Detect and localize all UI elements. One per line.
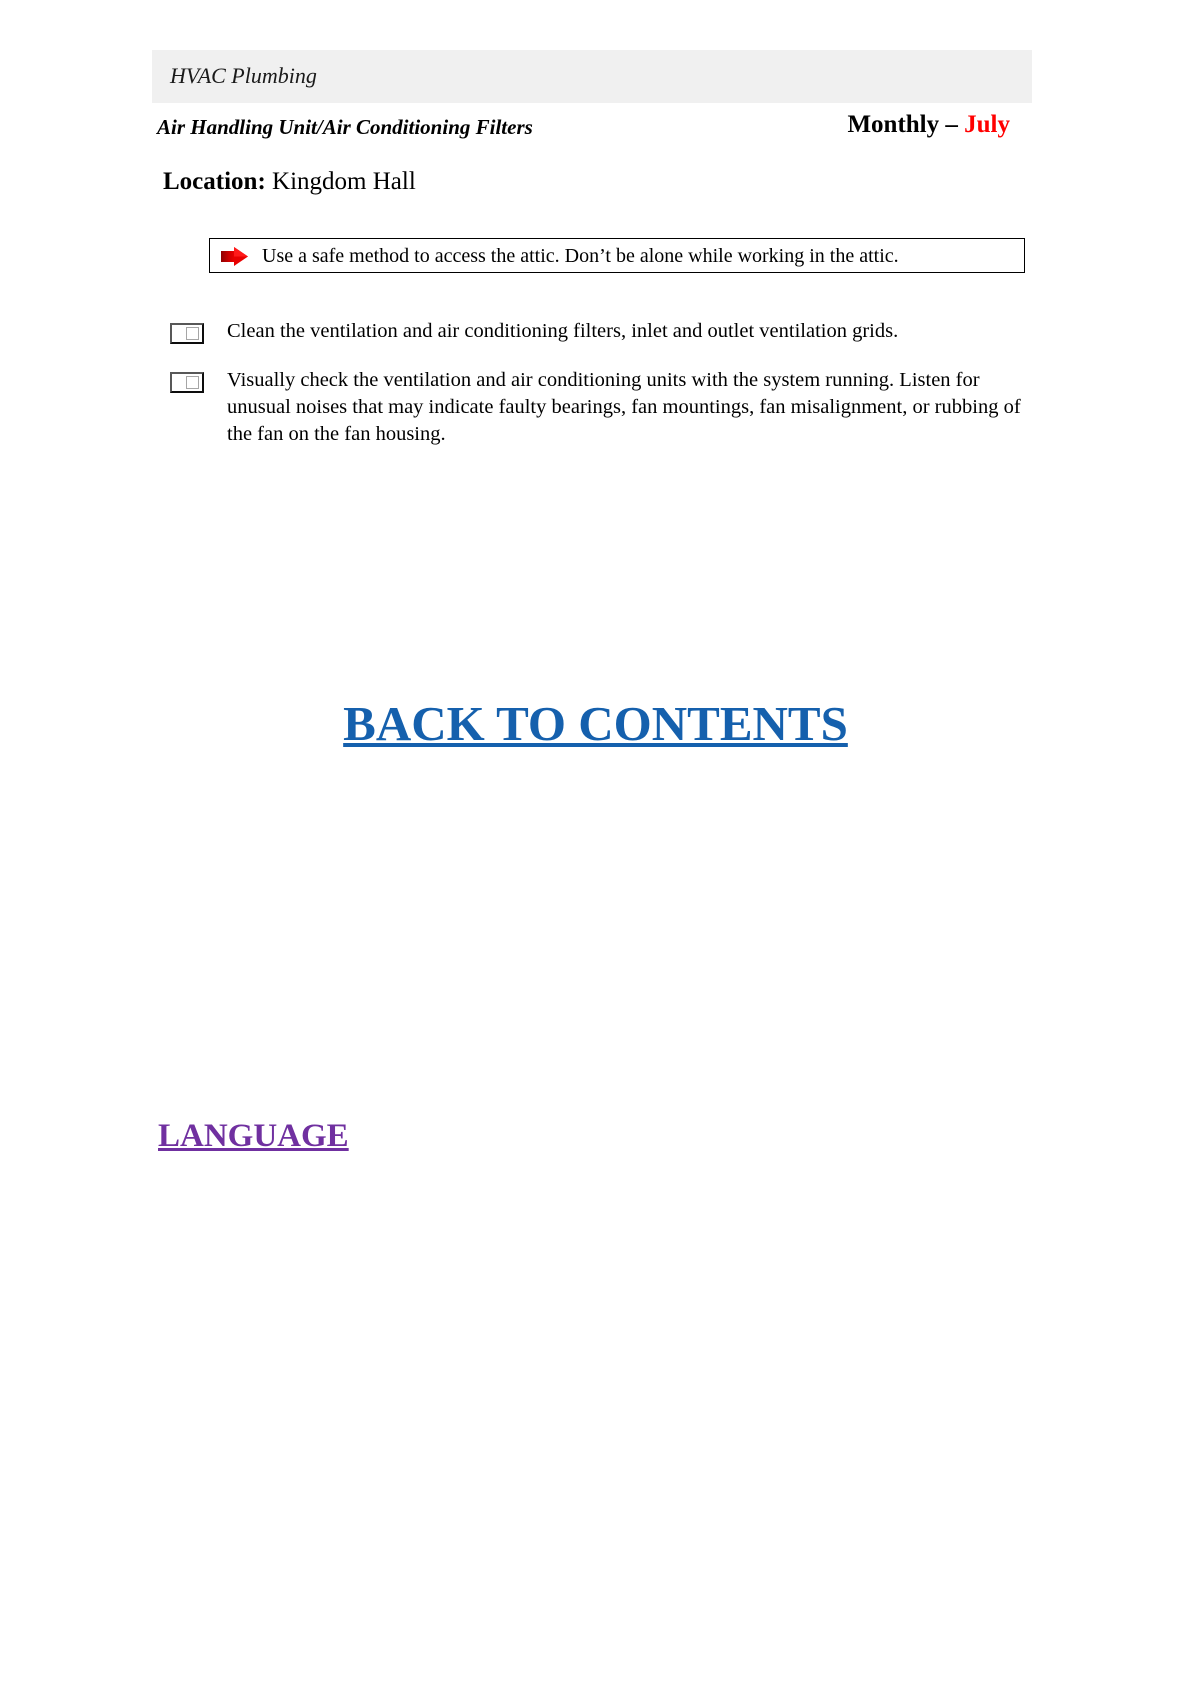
red-arrow-icon: [221, 247, 249, 266]
location-label: Location:: [163, 168, 266, 195]
location-value: Kingdom Hall: [265, 168, 416, 195]
back-to-contents[interactable]: [0, 695, 1191, 753]
back-to-contents-link[interactable]: BACK TO CONTENTS: [343, 696, 848, 751]
language-link[interactable]: LANGUAGE: [158, 1118, 349, 1154]
checkbox-inner-square: [186, 327, 199, 340]
frequency-period: [847, 109, 1010, 141]
frequency-label: Monthly: [847, 111, 940, 138]
safety-note-box: [209, 238, 1025, 273]
subject-row: [157, 113, 1032, 147]
checkbox-inner-square: [186, 376, 199, 389]
checklist: [170, 318, 1032, 469]
header-band: [152, 50, 1032, 103]
task-title: Air Handling Unit/Air Conditioning Filters: [157, 115, 533, 139]
checklist-item-text: Clean the ventilation and air conditioning filters, inlet and outlet ventilation grids.: [227, 320, 899, 342]
section-title: HVAC Plumbing: [170, 63, 317, 88]
list-item[interactable]: [170, 367, 1032, 448]
checkbox-icon[interactable]: [170, 323, 204, 344]
language-selector[interactable]: [158, 1115, 349, 1157]
location-row: [163, 166, 416, 198]
frequency-separator: –: [939, 111, 965, 138]
month-label: July: [964, 111, 1010, 138]
safety-note-text: Use a safe method to access the attic. Don’t be alone while working in the attic.: [262, 245, 899, 267]
list-item[interactable]: [170, 318, 1032, 346]
checklist-item-text: Visually check the ventilation and air conditioning units with the system running. Listen for unusual noises that may indicate faulty bearings, fan mountings, fan misalignment, or rubbing of the fan on the fan housing.: [227, 369, 1021, 445]
checkbox-icon[interactable]: [170, 372, 204, 393]
